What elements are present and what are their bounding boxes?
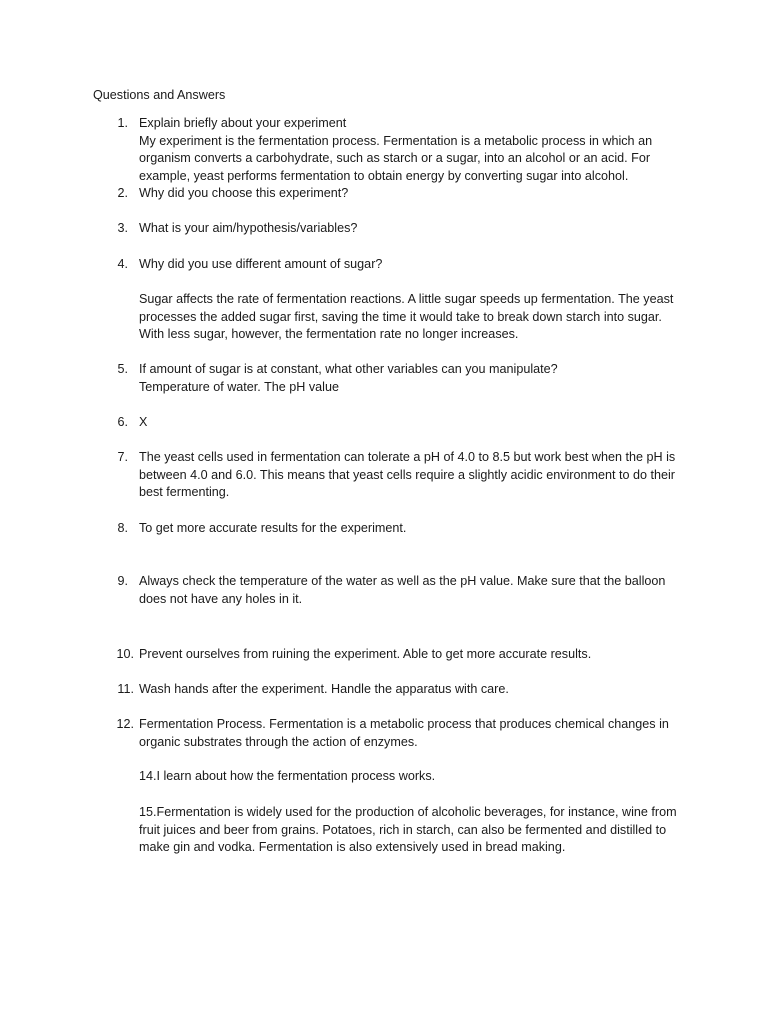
item-number: 3. xyxy=(117,221,128,235)
list-item xyxy=(112,681,678,699)
item-number: 11. xyxy=(117,682,134,696)
item-number: 10. xyxy=(116,647,134,661)
item-number: 12. xyxy=(116,717,134,731)
item-number: 4. xyxy=(117,257,128,271)
item-question: Explain briefly about your experiment xyxy=(139,116,347,130)
item-question: To get more accurate results for the experiment. xyxy=(139,521,407,535)
list-item xyxy=(112,573,678,608)
item-question: The yeast cells used in fermentation can tolerate a pH of 4.0 to 8.5 but work best when the pH is between 4.0 and 6.0. This means that yeast cells require a slightly acidic environment to do their best fermenting. xyxy=(139,450,676,500)
list-item xyxy=(112,716,678,751)
item-answer: My experiment is the fermentation process. Fermentation is a metabolic process in which an organism converts a carbohydrate, such as starch or a sugar, into an alcohol or an acid. For example, yeast performs fermentation to obtain energy by converting sugar into alcohol. xyxy=(139,133,653,183)
list-item xyxy=(112,449,678,502)
list-item xyxy=(112,361,678,396)
item-number: 2. xyxy=(117,186,128,200)
list-item xyxy=(112,256,678,344)
list-item xyxy=(112,646,678,664)
item-number: 6. xyxy=(117,415,128,429)
item-number: 9. xyxy=(117,574,128,588)
list-item xyxy=(112,220,678,238)
item-question: If amount of sugar is at constant, what other variables can you manipulate? xyxy=(139,362,558,376)
item-answer: Sugar affects the rate of fermentation reactions. A little sugar speeds up fermentation. The yeast processes the added sugar first, saving the time it would take to break down starch into sugar. With less sugar, however, the fermentation rate no longer increases. xyxy=(139,292,674,342)
item-number: 7. xyxy=(117,450,128,464)
item-question: Prevent ourselves from ruining the experiment. Able to get more accurate results. xyxy=(139,647,592,661)
document-title: Questions and Answers xyxy=(93,88,226,102)
item-question: What is your aim/hypothesis/variables? xyxy=(139,221,358,235)
item-question: Always check the temperature of the water as well as the pH value. Make sure that the balloon does not have any holes in it. xyxy=(139,574,666,606)
item-number: 1. xyxy=(117,116,128,130)
item-number: 8. xyxy=(117,521,128,535)
paragraph: 15.Fermentation is widely used for the production of alcoholic beverages, for instance, wine from fruit juices and beer from grains. Potatoes, rich in starch, can also be fermented and distilled to make gin and vodka. Fermentation is also extensively used in bread making. xyxy=(139,805,677,855)
list-item xyxy=(112,185,678,203)
item-question: X xyxy=(139,415,148,429)
list-item xyxy=(112,414,678,432)
item-number: 5. xyxy=(117,362,128,376)
list-item xyxy=(112,115,678,185)
paragraph: 14.I learn about how the fermentation process works. xyxy=(139,769,436,783)
item-question: Fermentation Process. Fermentation is a metabolic process that produces chemical changes in organic substrates through the action of enzymes. xyxy=(139,717,669,749)
item-question: Why did you choose this experiment? xyxy=(139,186,349,200)
item-question: Wash hands after the experiment. Handle the apparatus with care. xyxy=(139,682,509,696)
item-answer: Temperature of water. The pH value xyxy=(139,379,339,394)
item-question: Why did you use different amount of sugar? xyxy=(139,257,383,271)
list-item xyxy=(112,520,678,538)
